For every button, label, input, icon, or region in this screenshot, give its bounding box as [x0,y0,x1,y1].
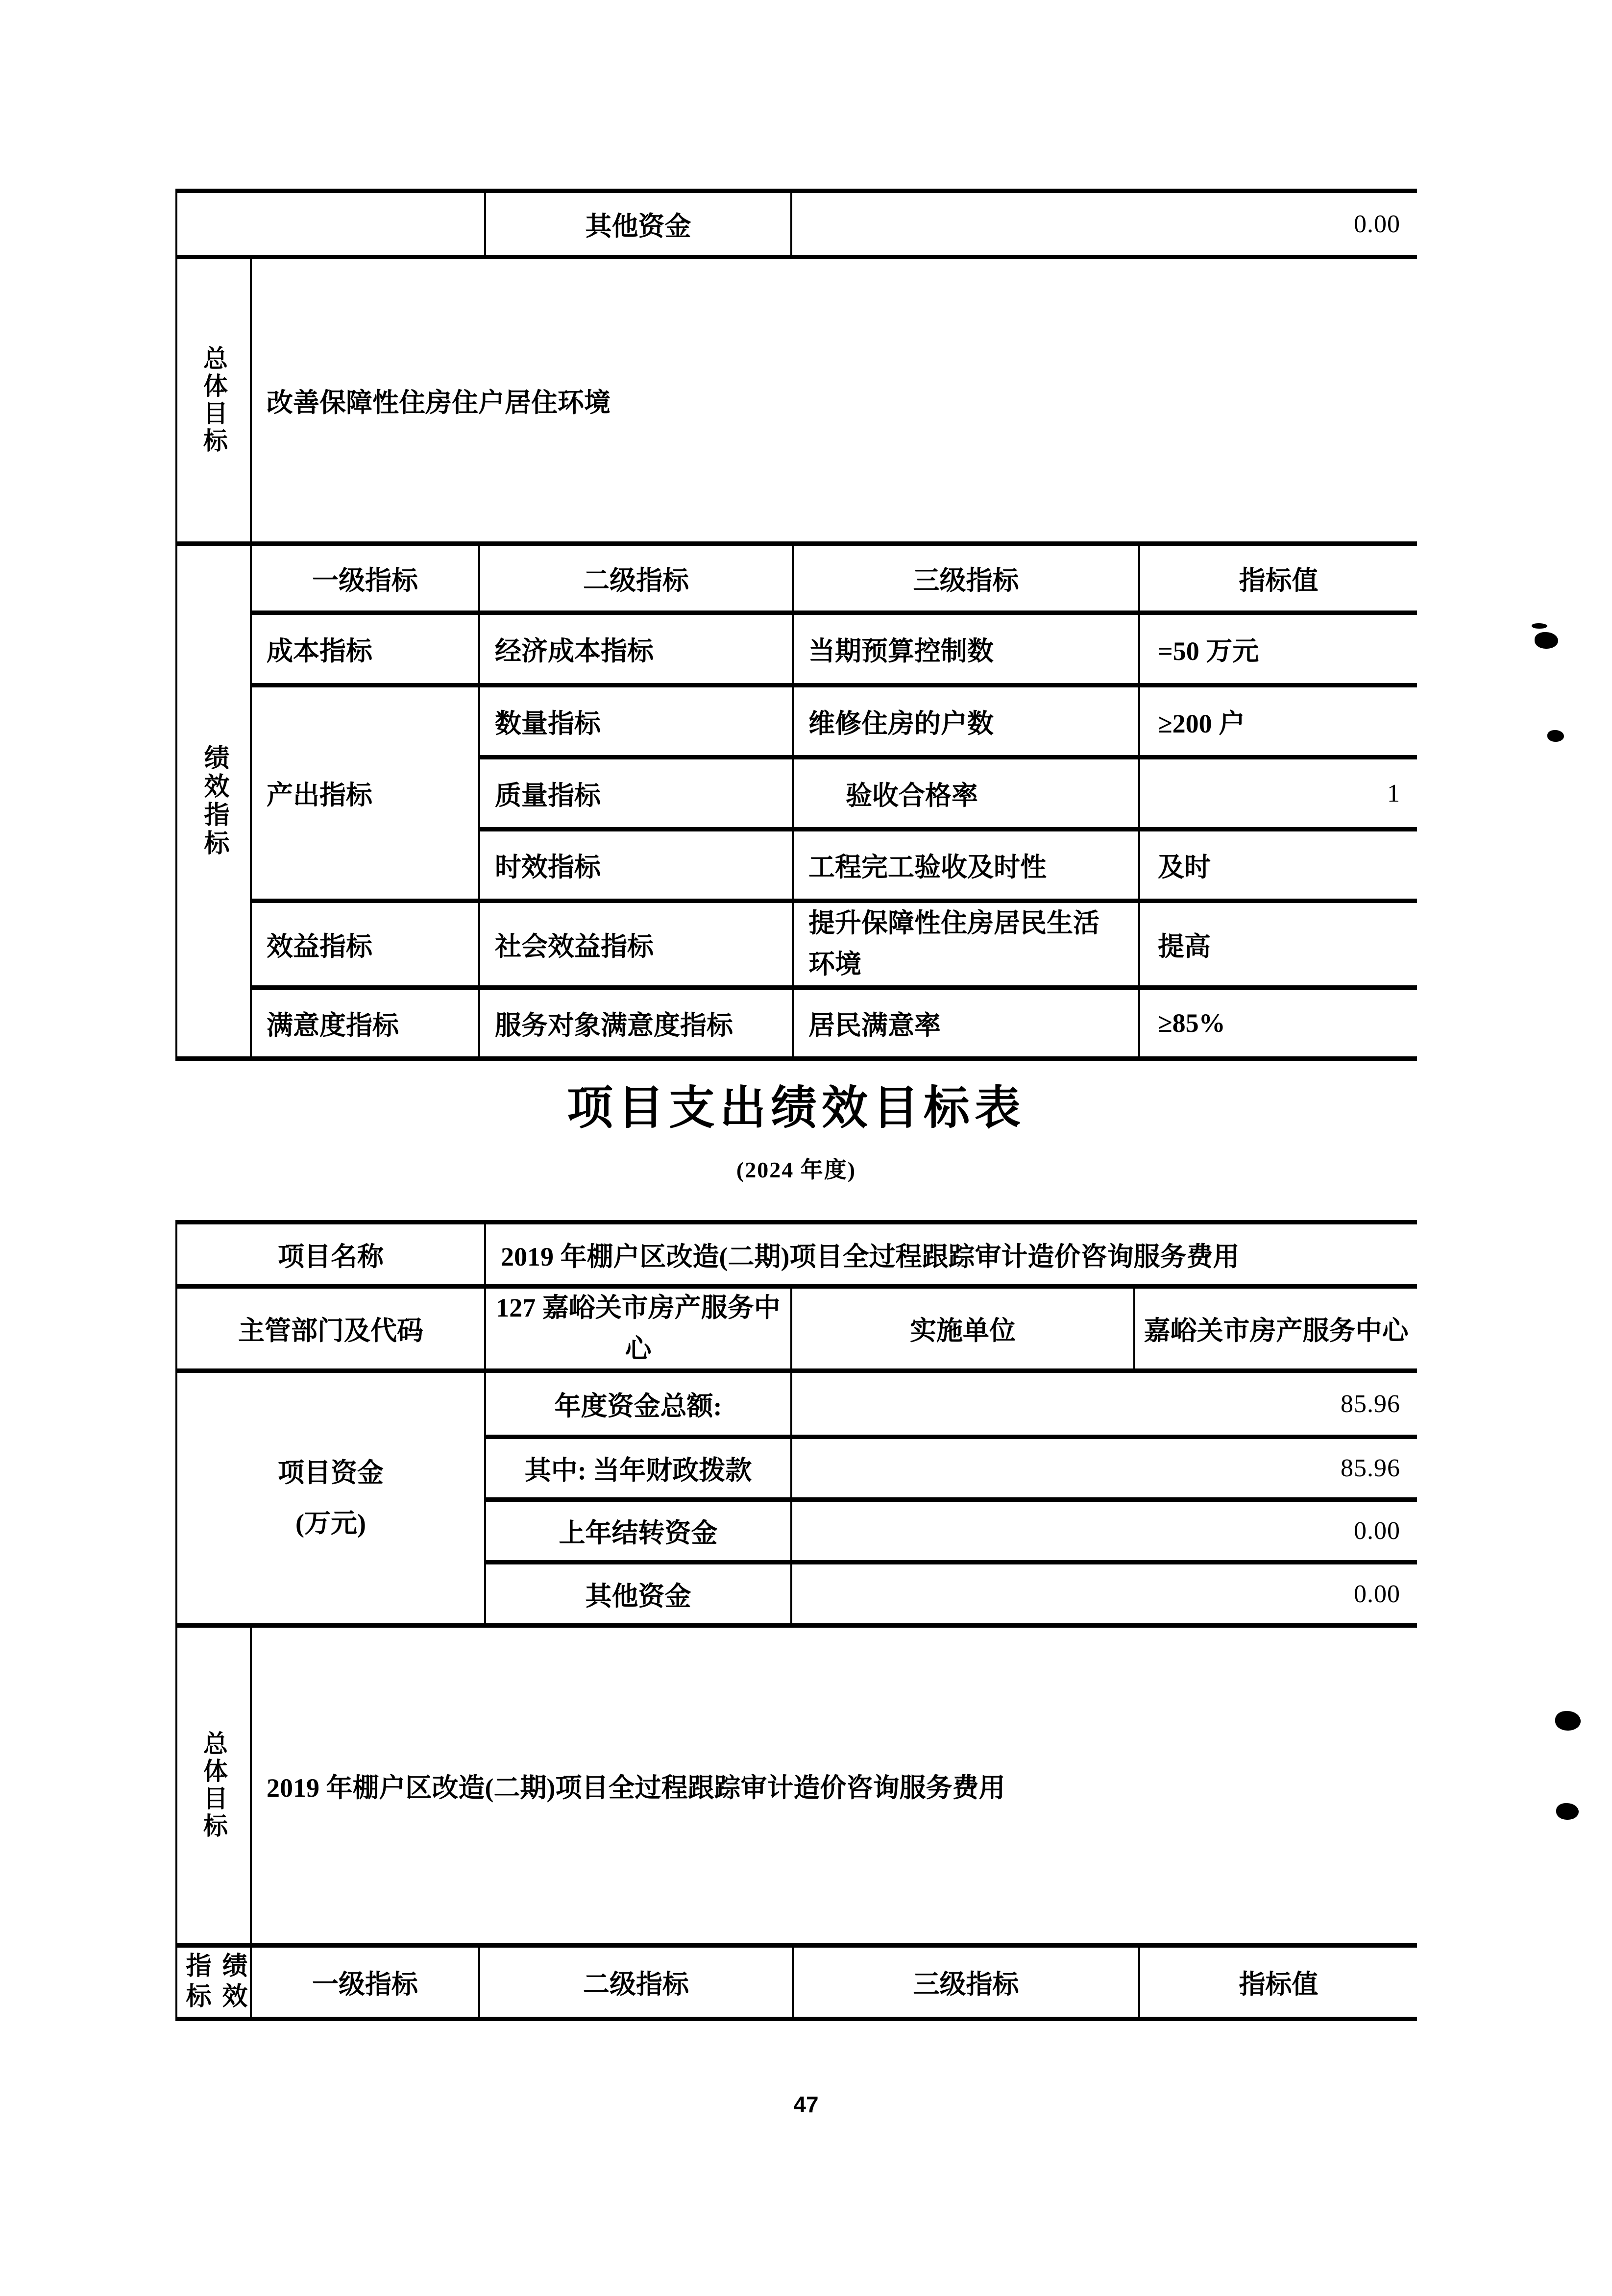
title-block [175,1061,1417,1220]
benefit-l1: 效益指标 [252,903,480,990]
impl-unit-value: 嘉峪关市房产服务中心 [1135,1289,1417,1373]
header2-level1: 一级指标 [252,1948,480,2017]
benefit-l2: 社会效益指标 [480,903,794,990]
overall-goal-label: 总体目标 [200,345,227,455]
project-name-label: 项目名称 [177,1224,486,1289]
dept-label: 主管部门及代码 [177,1289,486,1373]
funds-total-label: 年度资金总额: [486,1373,792,1439]
benefit-value: 提高 [1140,903,1417,990]
overall-goal2-label-cell [177,1628,252,1943]
funds-carryover-value: 0.00 [792,1502,1417,1564]
quantity-value: ≥200 户 [1140,687,1417,759]
header-level1: 一级指标 [252,546,480,615]
dept-value: 127 嘉峪关市房产服务中心 [486,1289,792,1373]
funds-fiscal-value: 85.96 [792,1439,1417,1502]
funds-total-value: 85.96 [792,1373,1417,1439]
ink-speck [1555,1711,1581,1731]
funds-carryover-label: 上年结转资金 [486,1502,792,1564]
performance2-group-label-col-left: 指标 [182,1952,210,2013]
funds-fiscal-label: 其中: 当年财政拨款 [486,1439,792,1502]
project-name-value: 2019 年棚户区改造(二期)项目全过程跟踪审计造价咨询服务费用 [486,1224,1417,1289]
page-number: 47 [793,2092,819,2117]
satisfaction-value: ≥85% [1158,1008,1225,1038]
header2-value: 指标值 [1239,1970,1319,1999]
project-funds-label-line2: (万元) [295,1508,366,1538]
project-funds-label [278,1448,384,1548]
page-title: 项目支出绩效目标表 [566,1083,1026,1134]
time-l3: 工程完工验收及时性 [794,831,1140,903]
quality-l2: 质量指标 [480,759,794,831]
cost-l1: 成本指标 [252,615,480,687]
ink-speck [1532,623,1547,629]
quality-l3: 验收合格率 [794,759,1140,831]
header2-level3: 三级指标 [794,1948,1140,2017]
project-funds-label-line1: 项目资金 [278,1458,384,1488]
impl-unit-label: 实施单位 [792,1289,1135,1373]
overall-goal-label-cell [177,259,252,541]
document-body [175,189,1417,2021]
header-level2: 二级指标 [480,546,794,615]
project-table [175,1220,1417,1628]
performance2-group-label-cell [177,1948,252,2017]
cost-l3: 当期预算控制数 [794,615,1140,687]
cost-value: =50 万元 [1140,615,1417,687]
performance-table-2-header [175,1948,1417,2021]
satisfaction-l2: 服务对象满意度指标 [480,990,794,1056]
time-value: 及时 [1140,831,1417,903]
header2-level2: 二级指标 [480,1948,794,2017]
overall-goal2-content: 2019 年棚户区改造(二期)项目全过程跟踪审计造价咨询服务费用 [267,1773,1005,1803]
performance-table-1 [175,546,1417,1061]
page-subtitle: (2024 年度) [736,1157,856,1182]
benefit-l3: 提升保障性住房居民生活环境 [794,903,1140,990]
funds-fragment-empty-cell [177,193,486,255]
cost-l2: 经济成本指标 [480,615,794,687]
satisfaction-l3: 居民满意率 [794,990,1140,1056]
overall-goal-row-2 [175,1628,1417,1948]
ink-speck [1535,632,1558,649]
project-funds-label-cell [177,1373,486,1623]
overall-goal-row-1 [175,259,1417,546]
funds-fragment-label: 其他资金 [486,193,792,255]
output-group-label: 产出指标 [252,687,480,903]
performance2-group-label-col-right: 绩效 [218,1952,246,2013]
performance-group-label-cell [177,546,252,1056]
quality-value: 1 [1140,759,1417,831]
quantity-l3: 维修住房的户数 [794,687,1140,759]
satisfaction-l1: 满意度指标 [252,990,480,1056]
ink-speck [1556,1803,1579,1820]
time-l2: 时效指标 [480,831,794,903]
header-value: 指标值 [1140,546,1417,615]
funds-fragment-value: 0.00 [1354,210,1400,238]
performance-group-label: 绩效指标 [200,744,228,858]
funds-fragment-table [175,189,1417,259]
quantity-l2: 数量指标 [480,687,794,759]
funds-other-label: 其他资金 [486,1564,792,1623]
header-level3: 三级指标 [794,546,1140,615]
funds-other-value: 0.00 [1354,1580,1400,1608]
overall-goal2-label: 总体目标 [200,1731,227,1840]
overall-goal-content: 改善保障性住房住户居住环境 [267,388,611,417]
ink-speck [1547,730,1564,742]
